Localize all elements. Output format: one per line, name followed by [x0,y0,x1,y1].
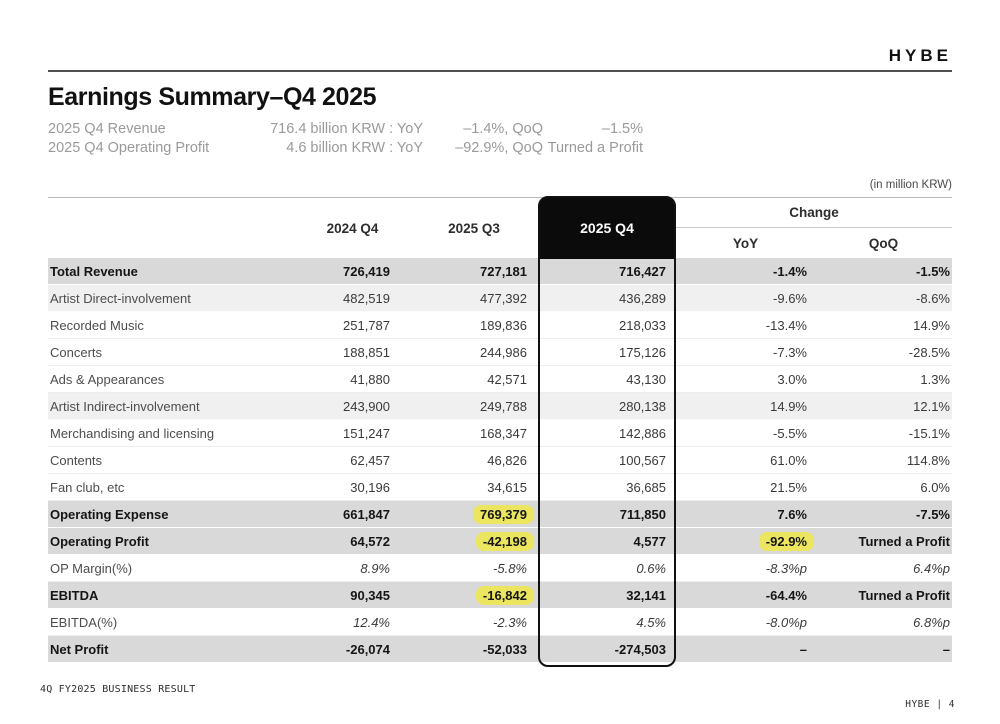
cell-2024-q4: 482,519 [343,290,390,306]
column-header-yoy: YoY [732,235,759,251]
row-label: Ads & Appearances [50,371,165,387]
footer-page-number: HYBE | 4 [905,699,955,710]
cell-2025-q4: 32,141 [626,587,666,603]
table-row [48,447,952,474]
header-rule [48,70,952,72]
cell-2024-q4: 151,247 [343,425,390,441]
change-header-group [676,198,952,258]
cell-yoy: -5.5% [773,425,807,441]
row-label: Concerts [50,344,103,360]
cell-qoq: -7.5% [916,506,950,522]
cell-yoy: -8.3%p [765,560,807,576]
table-row [48,555,952,582]
cell-2025-q3 [410,588,538,603]
cell-2025-q3 [410,534,538,549]
summary-amount: 4.6 billion KRW : YoY [286,140,423,156]
row-label: Artist Indirect-involvement [50,398,200,414]
row-label: Operating Expense [50,506,169,522]
column-header-2025-q3: 2025 Q3 [448,220,500,236]
cell-qoq: 6.8%p [913,614,950,630]
cell-2025-q3: 42,571 [487,371,527,387]
cell-2025-q3: -5.8% [493,560,527,576]
cell-yoy: 3.0% [777,371,807,387]
table-header [48,197,952,258]
cell-2025-q4: 36,685 [626,479,666,495]
column-header-2025-q4: 2025 Q4 [538,197,676,259]
hybe-logo: HYBE [888,46,952,65]
table-row [48,285,952,312]
table-row [48,258,952,285]
cell-yoy: -7.3% [773,344,807,360]
cell-2024-q4: 243,900 [343,398,390,414]
row-label: Total Revenue [50,263,138,279]
cell-qoq: 12.1% [913,398,950,414]
cell-2024-q4: 30,196 [350,479,390,495]
table-row [48,420,952,447]
cell-2025-q3: 34,615 [487,479,527,495]
cell-2025-q3: 168,347 [480,425,527,441]
cell-qoq: 1.3% [920,371,950,387]
table-row [48,393,952,420]
table-row [48,474,952,501]
cell-2025-q4: 0.6% [636,560,666,576]
page-title: Earnings Summary–Q4 2025 [48,83,377,111]
cell-qoq: -28.5% [908,344,950,360]
cell-2024-q4: 90,345 [350,587,390,603]
cell-2025-q4: 716,427 [619,263,666,279]
cell-qoq: 14.9% [913,317,950,333]
cell-2024-q4: 64,572 [350,533,390,549]
highlight-marker: -16,842 [476,586,534,605]
column-header-change: Change [676,198,952,228]
cell-2025-q3: 477,392 [480,290,527,306]
row-label: Net Profit [50,641,109,657]
cell-qoq: 114.8% [906,452,950,468]
cell-2024-q4: 41,880 [350,371,390,387]
summary-amount: 716.4 billion KRW : YoY [270,121,423,137]
table-row [48,636,952,663]
table-row [48,366,952,393]
row-label: Artist Direct-involvement [50,290,191,306]
row-label: OP Margin(%) [50,560,133,576]
cell-2025-q4: 280,138 [619,398,666,414]
cell-qoq: 6.0% [920,479,950,495]
earnings-table [48,197,952,663]
cell-2024-q4: 726,419 [343,263,390,279]
cell-yoy: – [799,641,807,657]
column-header-qoq: QoQ [868,235,899,251]
cell-qoq: -1.5% [916,263,950,279]
highlight-marker: -92.9% [759,532,814,551]
table-row [48,609,952,636]
footer-report-name: 4Q FY2025 BUSINESS RESULT [40,684,196,695]
summary-qoq: Turned a Profit [547,140,643,156]
cell-2025-q3: 727,181 [480,263,527,279]
cell-yoy: 14.9% [770,398,807,414]
cell-2025-q3: 244,986 [480,344,527,360]
cell-2025-q4: 4,577 [633,533,666,549]
cell-2024-q4: 12.4% [353,614,390,630]
summary-block [48,120,643,158]
cell-yoy: 21.5% [770,479,807,495]
cell-qoq: -15.1% [908,425,950,441]
cell-2025-q4: 142,886 [619,425,666,441]
summary-qoq: –1.5% [601,121,643,137]
table-row [48,312,952,339]
table-row [48,582,952,609]
summary-yoy: –92.9%, QoQ [455,140,543,156]
summary-label: 2025 Q4 Revenue [48,121,166,137]
cell-2025-q4: 436,289 [619,290,666,306]
cell-yoy: -8.0%p [765,614,807,630]
cell-2024-q4: 661,847 [343,506,390,522]
cell-2024-q4: 62,457 [350,452,390,468]
cell-2025-q4: 218,033 [619,317,666,333]
cell-yoy: 7.6% [777,506,807,522]
cell-yoy: -13.4% [765,317,807,333]
row-label: Recorded Music [50,317,144,333]
summary-yoy: –1.4%, QoQ [463,121,543,137]
cell-2024-q4: 188,851 [343,344,390,360]
cell-2024-q4: 8.9% [360,560,390,576]
cell-qoq: 6.4%p [913,560,950,576]
cell-2025-q3: -2.3% [493,614,527,630]
cell-2025-q4: 4.5% [636,614,666,630]
cell-2025-q4: -274,503 [614,641,666,657]
cell-2025-q4: 100,567 [619,452,666,468]
header-spacer [48,198,295,258]
unit-note: (in million KRW) [869,179,952,191]
cell-2025-q4: 711,850 [619,506,666,522]
cell-2025-q4: 43,130 [626,371,666,387]
table-row [48,528,952,555]
cell-2025-q3 [410,507,538,522]
cell-qoq: Turned a Profit [858,587,950,603]
column-header-2024-q4: 2024 Q4 [326,220,379,236]
cell-yoy [676,534,815,549]
cell-2024-q4: -26,074 [345,641,390,657]
row-label: Operating Profit [50,533,149,549]
row-label: EBITDA(%) [50,614,118,630]
table-body [48,258,952,663]
row-label: Contents [50,452,103,468]
cell-yoy: -64.4% [765,587,807,603]
cell-qoq: -8.6% [916,290,950,306]
cell-qoq: Turned a Profit [858,533,950,549]
cell-2025-q3: 46,826 [487,452,527,468]
table-row [48,339,952,366]
cell-2025-q3: 249,788 [480,398,527,414]
row-label: Merchandising and licensing [50,425,215,441]
cell-2025-q3: -52,033 [482,641,527,657]
cell-yoy: -9.6% [773,290,807,306]
row-label: Fan club, etc [50,479,125,495]
cell-2024-q4: 251,787 [343,317,390,333]
cell-yoy: 61.0% [770,452,807,468]
cell-qoq: – [942,641,950,657]
summary-label: 2025 Q4 Operating Profit [48,140,210,156]
cell-2025-q4: 175,126 [619,344,666,360]
cell-yoy: -1.4% [773,263,807,279]
highlight-marker: 769,379 [473,505,534,524]
row-label: EBITDA [50,587,99,603]
highlight-marker: -42,198 [476,532,534,551]
table-row [48,501,952,528]
cell-2025-q3: 189,836 [480,317,527,333]
